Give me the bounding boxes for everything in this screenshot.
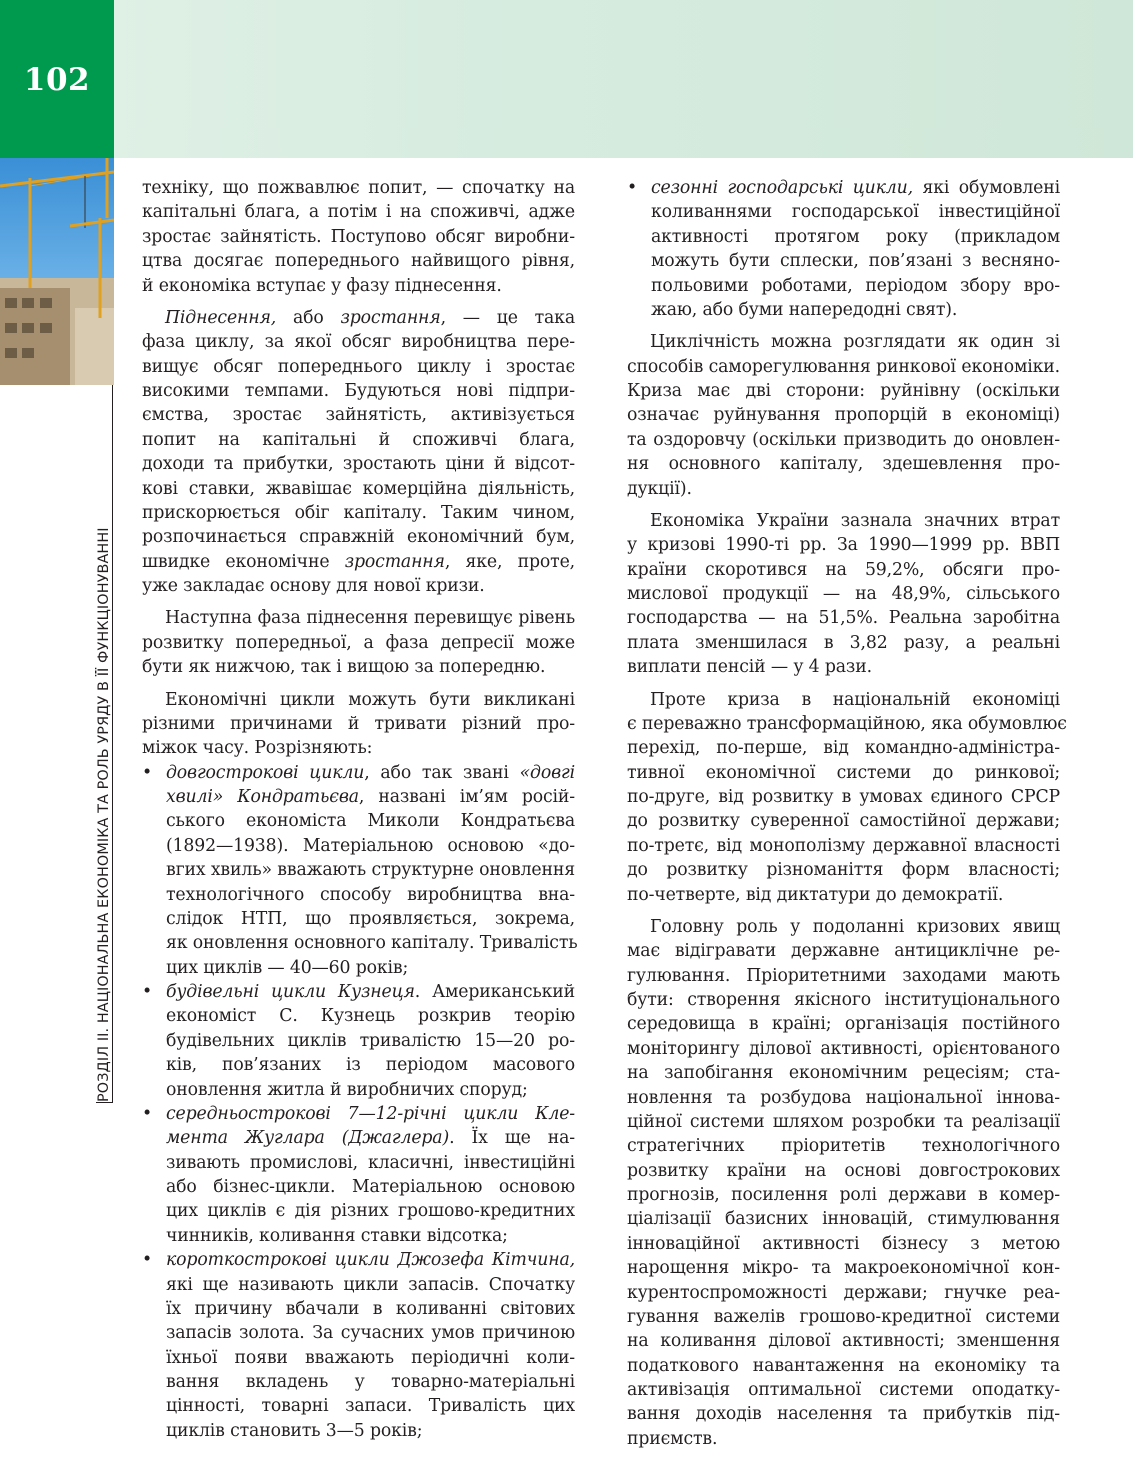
text-line: технологічного способу виробництва вна- [166,884,575,905]
text-line: бути як нижчою, так і вищою за попередню. [142,657,546,678]
paragraph-gap [627,501,1060,509]
text-line: дукції). [627,478,692,499]
text-line: ського економіста Миколи Кондратьєва [166,811,575,832]
text-line: як оновлення основного капіталу. Тривалість [166,933,578,954]
bullet-item-line: • короткострокові цикли Джозефа Кітчина, [142,1248,575,1272]
text-line: техніку, що пожвавлює попит, — спочатку на [142,178,575,198]
text-line: стратегічних пріоритетів технологічного [627,1136,1060,1157]
paragraph-gap [142,598,575,606]
text-line: гування важелів грошово-кредитної системи [627,1306,1060,1327]
page-number: 102 [23,62,91,98]
side-rule-foot [96,1102,112,1103]
text-line: ціалізації базисних інновацій, стимулювання [627,1209,1060,1230]
text-line: високими темпами. Будуються нові підпри- [142,381,575,401]
text-line: економіст С. Кузнець розкрив теорію [166,1006,575,1027]
text-line: на запобігання економічним рецесіям; ста- [627,1063,1060,1084]
text-line: жаю, або буми напередодні свят). [651,299,958,320]
text-line: або бізнес-цикли. Матеріальною основою [166,1177,575,1197]
construction-crane-image [0,158,114,385]
text-line: тивної економічної системи до ринкової; [627,762,1060,783]
side-rule [112,385,113,1103]
text-line: гулювання. Пріоритетними заходами мають [627,965,1060,986]
text-line: Піднесення, або зростання, — це така [165,307,575,328]
text-line: Економічні цикли можуть бути викликані [165,689,575,710]
text-line: розвитку країни на основі довгострокових [627,1160,1060,1181]
chapter-side-title: РОЗДІЛ ІІ. НАЦІОНАЛЬНА ЕКОНОМІКА ТА РОЛЬ УРЯДУ В ЇЇ ФУНКЦІОНУВАННІ [96,527,112,1102]
text-line: курентоспроможності держави; гнучке реа- [627,1282,1060,1303]
text-line: по-четверте, від диктатури до демократії. [627,884,1004,905]
text-line: капітальні блага, а потім і на споживчі, адже [142,202,575,223]
text-line: є переважно трансформаційною, яка обумовлює [627,713,1067,734]
text-line: уже закладає основу для нової кризи. [142,576,485,596]
text-line: ків, пов’язаних із періодом масового [166,1055,575,1076]
text-line: по-третє, від монополізму державної власності [627,835,1060,856]
text-line: інноваційної активності бізнесу з метою [627,1233,1060,1254]
text-line: будівельних циклів тривалістю 15—20 ро- [166,1030,575,1051]
text-line: циклів становить 3—5 років; [166,1420,423,1441]
text-line: означає руйнування пропорцій в економіці) [627,405,1060,426]
paragraph-gap [627,322,1060,330]
text-line: ня основного капіталу, здешевлення про- [627,454,1060,475]
text-line: на коливання ділової активності; зменшення [627,1331,1060,1352]
bullet-icon: • [142,1250,153,1271]
text-line: цих циклів — 40—60 років; [166,957,409,978]
text-line: нарощення мікро- та макроекономічної кон- [627,1258,1060,1279]
text-line: мента Жуглара (Джаглера). Їх ще на- [166,1128,575,1149]
bullet-item-line: • будівельні цикли Кузнеця. Американський [142,980,575,1004]
text-line: плата зменшилася в 3,82 разу, а реальні [627,632,1060,653]
text-line: податкового навантаження на економіку та [627,1355,1060,1376]
text-line: активності протягом року (прикладом [651,226,1060,247]
text-line: міжок часу. Розрізняють: [142,738,373,759]
text-line: господарства — на 51,5%. Реальна заробітна [627,608,1060,629]
paragraph-gap [627,680,1060,688]
bullet-icon: • [142,982,153,1002]
text-line: вання доходів населення та прибутків під- [627,1404,1060,1425]
text-line: чинників, коливання ставки відсотка; [166,1225,508,1246]
text-line: активізація оптимальної системи оподатку- [627,1380,1060,1400]
text-line: вищує обсяг попереднього циклу і зростає [142,356,575,377]
text-line: новлення та розбудова національної іннова- [627,1087,1060,1108]
text-line: Криза має дві сторони: руйнівну (оскільки [627,381,1060,401]
text-line: розвитку попередньої, а фаза депресії може [142,632,575,653]
paragraph-gap [142,298,575,306]
construction-photo [0,158,114,385]
text-line: оновлення житла й виробничих споруд; [166,1079,528,1100]
text-line: Головну роль у подоланні кризових явищ [650,916,1060,937]
text-line: вання вкладень у товарно-матеріальні [166,1372,575,1392]
text-line: по-друге, від розвитку в умовах єдиного СРСР [627,787,1060,807]
text-line: Циклічність можна розглядати як один зі [650,332,1060,353]
text-line: та оздоровчу (оскільки призводить до оновлен- [627,429,1060,450]
text-line: прогнозів, посилення ролі держави в комер- [627,1185,1060,1205]
text-line: до розвитку різноманіття форм власності; [627,860,1060,881]
text-line: кові ставки, жвавішає комерційна діяльність, [142,478,575,499]
text-line: коливаннями господарської інвестиційної [651,202,1060,223]
bullet-item-line: • довгострокові цикли, або так звані «довгі [142,761,575,785]
text-line: середовища в країні; організація постійного [627,1014,1060,1035]
text-line: їх причину вбачали в коливанні світових [166,1298,575,1319]
text-line: приємств. [627,1428,718,1449]
bullet-icon: • [142,762,153,783]
text-line: розпочинається справжній економічний бум, [142,527,575,548]
text-line: ємства, зростає зайнятість, активізується [142,405,575,426]
text-line: моніторингу ділової активності, орієнтованого [627,1038,1060,1059]
text-line: які ще називають цикли запасів. Спочатку [166,1274,575,1295]
bullet-icon: • [627,178,638,198]
text-line: їхньої появи вважають періодичні коли- [166,1347,575,1368]
text-line: виплати пенсій — у 4 рази. [627,657,872,678]
text-line: зростає зайнятість. Поступово обсяг виробни- [142,226,575,247]
text-line: Наступна фаза піднесення перевищує рівень [165,608,575,629]
text-line: можуть бути сплески, пов’язані з весняно- [651,251,1060,272]
text-line: країни скоротився на 59,2%, обсяги про- [627,559,1060,580]
text-line: швидке економічне зростання, яке, проте, [142,551,576,572]
text-line: зивають промислові, класичні, інвестиційні [166,1152,575,1173]
text-line: польовими роботами, періодом збору вро- [651,275,1060,296]
text-line: має відігравати державне антициклічне ре- [627,941,1060,962]
text-line: бути: створення якісного інституціонального [627,990,1060,1010]
text-line: цтва досягає попереднього найвищого рівня, [142,251,575,272]
left-text-column [142,176,578,1443]
text-line: цінності, товарні запаси. Тривалість цих [166,1396,575,1417]
text-line: (1892—1938). Матеріальною основою «до- [166,835,575,856]
text-line: мислової продукції — на 48,9%, сільського [627,584,1060,604]
header-band [114,0,1133,158]
text-line: ційної системи шляхом розробки та реалізації [627,1111,1060,1132]
bullet-icon: • [142,1103,153,1124]
text-line: Проте криза в національній економіці [650,689,1060,710]
bullet-item-line: • сезонні господарські цикли, які обумовлені [627,176,1060,200]
paragraph-gap [627,907,1060,915]
text-line: хвилі» Кондратьєва, названі ім’ям росій- [166,787,575,807]
text-line: вгих хвиль» вважають структурне оновлення [166,860,575,881]
text-line: запасів золота. За сучасних умов причиною [166,1323,575,1344]
paragraph-gap [142,680,575,688]
text-line: й економіка вступає у фазу піднесення. [142,275,502,296]
text-line: прискорюється обіг капіталу. Таким чином, [142,502,575,523]
text-line: цих циклів є дія різних грошово-кредитних [166,1201,575,1222]
right-text-column [627,176,1067,1451]
text-line: доходи та прибутки, зростають ціни й відсот- [142,454,575,475]
bullet-item-line: • середньострокові 7—12-річні цикли Кле- [142,1102,575,1126]
text-line: фаза циклу, за якої обсяг виробництва пере- [142,332,575,353]
text-line: попит на капітальні й споживчі блага, [142,429,575,450]
text-line: способів саморегулювання ринкової економіки. [627,356,1060,377]
text-line: перехід, по-перше, від командно-адміністра- [627,738,1060,759]
text-line: слідок НТП, що проявляється, зокрема, [166,908,575,929]
text-line: Економіка України зазнала значних втрат [650,510,1060,531]
text-line: до розвитку суверенної самостійної держави; [627,811,1060,832]
text-line: різними причинами й тривати різний про- [142,713,575,734]
text-line: у кризові 1990-ті рр. За 1990—1999 рр. ВВП [627,535,1060,556]
